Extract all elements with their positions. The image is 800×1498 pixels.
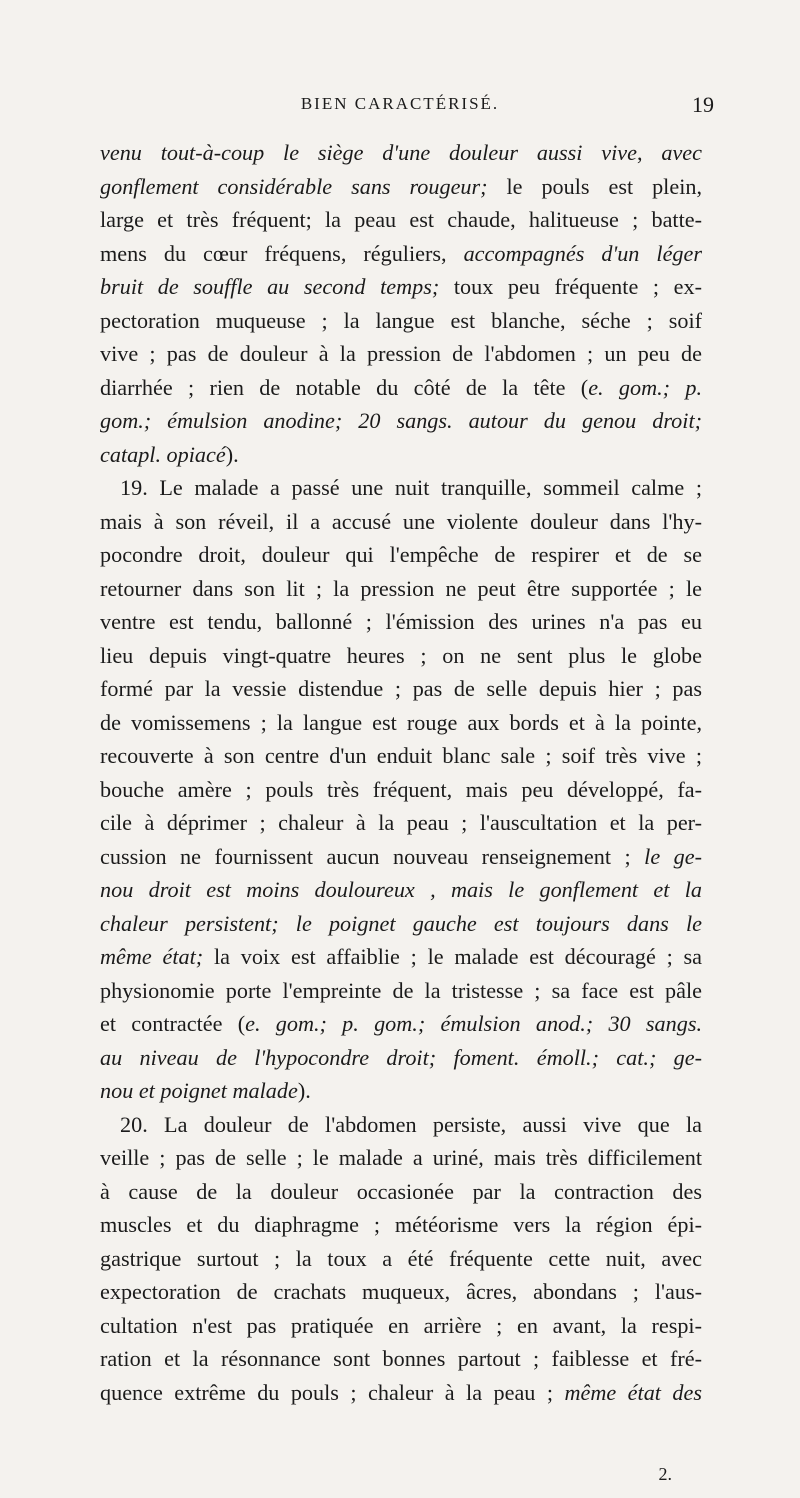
- text-segment: muscles et du diaphragme ; météorisme vers la région épi-: [100, 1212, 702, 1237]
- italic-text: gom.; émulsion anodine; 20 sangs. autour du genou droit;: [100, 408, 702, 433]
- page-number: 19: [692, 92, 714, 117]
- text-line: [100, 404, 702, 438]
- text-line: [100, 806, 702, 840]
- text-line: [100, 471, 702, 505]
- text-segment: physionomie porte l'empreinte de la tristesse ; sa face est pâle: [100, 977, 702, 1003]
- text-segment: le pouls est plein,: [487, 173, 702, 199]
- text-segment: gastrique surtout ; la toux a été fréquente cette nuit, avec: [100, 1245, 702, 1271]
- italic-text: le ge-: [644, 843, 702, 869]
- italic-text: e. gom.; p. gom.; émulsion anod.; 30 sangs.: [245, 1011, 702, 1036]
- text-line: [100, 538, 702, 572]
- text-line: [100, 1074, 702, 1108]
- text-line: [100, 605, 702, 639]
- text-line: [100, 438, 702, 472]
- text-line: [100, 873, 702, 907]
- italic-text: e. gom.; p.: [588, 374, 702, 400]
- italic-text: nou et poignet malade: [100, 1078, 298, 1103]
- text-segment: cultation n'est pas pratiquée en arrière ; en avant, la respi-: [100, 1312, 702, 1338]
- text-segment: formé par la vessie distendue ; pas de selle depuis hier ; pas: [100, 676, 702, 701]
- text-line: [100, 840, 702, 874]
- text-line: [100, 1007, 702, 1041]
- text-line: [100, 773, 702, 807]
- text-segment: large et très fréquent; la peau est chaude, halitueuse ; batte-: [100, 207, 702, 232]
- italic-text: nou droit est moins douloureux , mais le gonflement et la: [100, 877, 702, 902]
- text-line: [100, 371, 702, 405]
- text-segment: pocondre droit, douleur qui l'empêche de respirer et de se: [100, 542, 702, 567]
- text-line: [100, 572, 702, 606]
- signature-mark: 2.: [658, 1464, 672, 1484]
- text-line: [100, 136, 702, 170]
- text-segment: ration et la résonnance sont bonnes partout ; faiblesse et fré-: [100, 1346, 702, 1371]
- text-segment: lieu depuis vingt-quatre heures ; on ne sent plus le globe: [100, 642, 702, 668]
- italic-text: venu tout-à-coup le siège d'une douleur aussi vive: [100, 140, 637, 165]
- text-segment: diarrhée ; rien de notable du côté de la tête (: [100, 374, 589, 400]
- text-line: [100, 1141, 702, 1175]
- text-line: [100, 1309, 702, 1343]
- italic-text: gonflement considérable sans rougeur;: [100, 173, 488, 199]
- italic-text: chaleur persistent; le poignet gauche est toujours dans le: [100, 910, 702, 936]
- text-segment: pectoration muqueuse ; la langue est blanche, séche ; soif: [100, 307, 702, 333]
- text-segment: expectoration de crachats muqueux, âcres, abondans ; l'aus-: [100, 1279, 702, 1304]
- text-segment: la voix est affaiblie ; le malade est découragé ; sa: [203, 944, 702, 969]
- text-segment: vive ; pas de douleur à la pression de l'abdomen ; un peu de: [100, 341, 702, 366]
- text-segment: toux peu fréquente ; ex-: [439, 274, 702, 299]
- text-segment: de vomissemens ; la langue est rouge aux bords et à la pointe,: [100, 709, 702, 735]
- text-line: [100, 706, 702, 740]
- text-segment: ).: [225, 441, 239, 467]
- text-segment: quence extrême du pouls ; chaleur à la peau ;: [100, 1379, 565, 1405]
- text-line: [100, 1208, 702, 1242]
- text-line: [100, 1175, 702, 1209]
- text-segment: ventre est tendu, ballonné ; l'émission des urines n'a pas eu: [100, 609, 702, 634]
- text-line: [100, 203, 702, 237]
- text-line: [100, 304, 702, 338]
- text-line: [100, 639, 702, 673]
- text-line: [100, 1342, 702, 1376]
- text-line: [100, 170, 702, 204]
- text-segment: 19. Le malade a passé une nuit tranquille, sommeil calme ;: [120, 475, 702, 500]
- text-line: [100, 739, 702, 773]
- body-text: [100, 136, 702, 1409]
- italic-text: catapl. opiacé: [100, 441, 226, 467]
- italic-text: même état;: [100, 944, 204, 969]
- text-line: [100, 1275, 702, 1309]
- text-segment: ,: [636, 140, 662, 165]
- text-line: [100, 672, 702, 706]
- text-segment: à cause de la douleur occasionée par la contraction des: [100, 1178, 702, 1204]
- text-segment: veille ; pas de selle ; le malade a uriné, mais très difficilement: [100, 1145, 702, 1170]
- text-segment: ).: [297, 1078, 311, 1103]
- text-segment: cussion ne fournissent aucun nouveau renseignement ;: [100, 843, 645, 869]
- text-line: [100, 1242, 702, 1276]
- running-title: BIEN CARACTÉRISÉ.: [300, 94, 500, 113]
- text-segment: recouverte à son centre d'un enduit blanc sale ; soif très vive ;: [100, 743, 702, 768]
- text-line: [100, 505, 702, 539]
- text-line: [100, 237, 702, 271]
- text-segment: bouche amère ; pouls très fréquent, mais peu développé, fa-: [100, 776, 702, 802]
- text-line: [100, 940, 702, 974]
- text-segment: cile à déprimer ; chaleur à la peau ; l'auscultation et la per-: [100, 810, 702, 835]
- running-head: [0, 90, 800, 120]
- italic-text: avec: [661, 140, 702, 165]
- italic-text: même état des: [564, 1379, 702, 1405]
- text-segment: et contractée (: [100, 1011, 246, 1036]
- text-line: [100, 974, 702, 1008]
- text-line: [100, 270, 702, 304]
- text-segment: mens du cœur fréquens, réguliers,: [100, 240, 464, 266]
- text-segment: mais à son réveil, il a accusé une violente douleur dans l'hy-: [100, 508, 702, 534]
- text-line: [100, 1041, 702, 1075]
- text-line: [100, 1108, 702, 1142]
- text-line: [100, 907, 702, 941]
- text-line: [100, 337, 702, 371]
- text-line: [100, 1376, 702, 1410]
- italic-text: accompagnés d'un léger: [463, 240, 702, 266]
- text-segment: retourner dans son lit ; la pression ne peut être supportée ; le: [100, 575, 702, 601]
- text-segment: 20. La douleur de l'abdomen persiste, aussi vive que la: [120, 1111, 702, 1137]
- italic-text: bruit de souffle au second temps;: [100, 274, 440, 299]
- italic-text: au niveau de l'hypocondre droit; foment. émoll.; cat.; ge-: [100, 1044, 702, 1070]
